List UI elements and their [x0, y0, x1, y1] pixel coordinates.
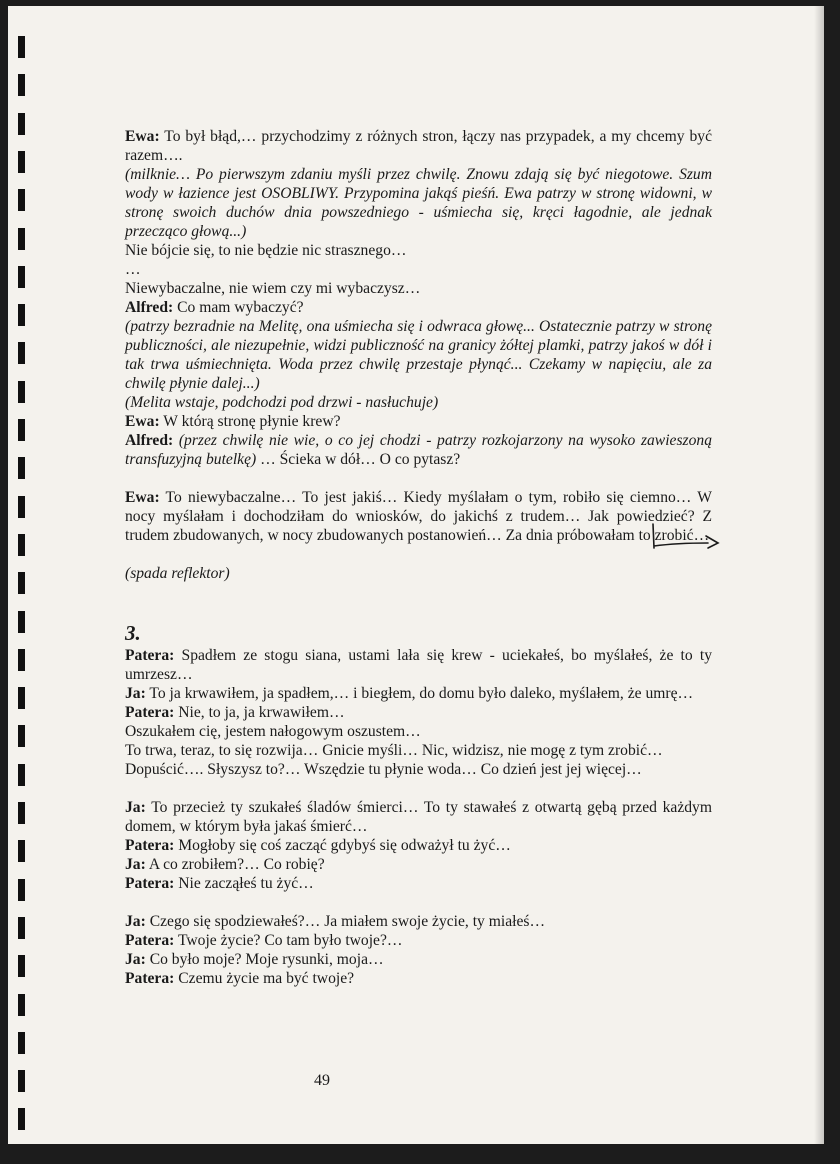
speaker-name: Ewa: — [125, 128, 160, 145]
dialogue-text: Co było moje? Moje rysunki, moja… — [145, 951, 384, 968]
speaker-name: Patera: — [125, 704, 175, 721]
binding-hole — [18, 534, 25, 556]
binding-hole — [18, 764, 25, 786]
speaker-name: Patera: — [125, 875, 175, 892]
dialogue-line — [125, 931, 712, 950]
binding-hole — [18, 802, 25, 824]
speaker-name: Alfred: — [125, 432, 174, 449]
dialogue-text: Czego się spodziewałeś?… Ja miałem swoje życie, ty miałeś… — [145, 913, 546, 930]
blank-line — [125, 893, 712, 912]
stage-direction: (patrzy bezradnie na Melitę, ona uśmiecha się i odwraca głowę... Ostatecznie patrzy w stronę publiczności, ale niezupełnie, widzi publiczność na granicy żółtej plamki, patrzy jakoś w dół i tak trwa uśmiechnięta. Woda przez chwilę przestaje płynąć... Czekamy w napięciu, ale za chwilę płynie dalej...) — [125, 318, 712, 392]
binding-hole — [18, 74, 25, 96]
speaker-name: Patera: — [125, 932, 175, 949]
scene-gap — [125, 583, 712, 621]
dialogue-text: Nie zacząłeś tu żyć… — [174, 875, 314, 892]
speaker-name: Patera: — [125, 970, 175, 987]
binding-hole — [18, 687, 25, 709]
binding-hole — [18, 457, 25, 479]
binding-hole — [18, 840, 25, 862]
dialogue-line — [125, 703, 712, 722]
dialogue-text: To trwa, teraz, to się rozwija… Gnicie myśli… Nic, widzisz, nie mogę z tym zrobić… — [125, 742, 663, 759]
binding-hole — [18, 879, 25, 901]
dialogue-text: Co mam wybaczyć? — [173, 299, 304, 316]
dialogue-text: … — [125, 261, 141, 278]
dialogue-line — [125, 431, 712, 469]
dialogue-line — [125, 874, 712, 893]
dialogue-line — [125, 836, 712, 855]
pen-mark-icon — [649, 522, 726, 552]
blank-line — [125, 469, 712, 488]
dialogue-line — [125, 760, 712, 779]
spiral-binding — [18, 36, 28, 1144]
dialogue-line — [125, 241, 712, 260]
speaker-name: Patera: — [125, 837, 175, 854]
binding-hole — [18, 725, 25, 747]
binding-hole — [18, 1070, 25, 1092]
dialogue-text: … Ścieka w dół… O co pytasz? — [256, 451, 461, 468]
binding-hole — [18, 611, 25, 633]
binding-hole — [18, 917, 25, 939]
dialogue-text: Czemu życie ma być twoje? — [174, 970, 355, 987]
speaker-name: Ja: — [125, 799, 146, 816]
speaker-name: Patera: — [125, 647, 175, 664]
dialogue-line — [125, 165, 712, 241]
speaker-name: Alfred: — [125, 299, 174, 316]
speaker-name: Ja: — [125, 951, 146, 968]
dialogue-line — [125, 279, 712, 298]
binding-hole — [18, 994, 25, 1016]
dialogue-text: Nie, to ja, ja krwawiłem… — [174, 704, 345, 721]
blank-line — [125, 779, 712, 798]
binding-hole — [18, 649, 25, 671]
stage-direction: (Melita wstaje, podchodzi pod drzwi - nasłuchuje) — [125, 394, 439, 411]
stage-direction: (milknie… Po pierwszym zdaniu myśli przez chwilę. Znowu zdają się być niegotowe. Szum wody w łazience jest OSOBLIWY. Przypomina jakąś pieśń. Ewa patrzy w stronę widowni, w stronę swoich duchów dnia powszedniego - uśmiecha się, kręci łagodnie, ale jednak przecząco głową...) — [125, 166, 712, 240]
dialogue-text: To ja krwawiłem, ja spadłem,… i biegłem, do domu było daleko, myślałem, że umrę… — [145, 685, 694, 702]
stage-direction: (spada reflektor) — [125, 565, 230, 582]
dialogue-line — [125, 855, 712, 874]
binding-hole — [18, 228, 25, 250]
dialogue-line — [125, 684, 712, 703]
page-number: 49 — [314, 1072, 330, 1089]
dialogue-text: To niewybaczalne… To jest jakiś… Kiedy myślałam o tym, robiło się ciemno… W nocy myślałam i dochodziłam do wniosków, do jakichś z trudem… Jak powiedzieć? Z trudem zbudowanych, w nocy zbudowanych postanowień… Za dnia próbowałam to — [125, 489, 712, 544]
dialogue-text: Twoje życie? Co tam było twoje?… — [174, 932, 403, 949]
binding-hole — [18, 381, 25, 403]
binding-hole — [18, 189, 25, 211]
binding-hole — [18, 572, 25, 594]
dialogue-line — [125, 912, 712, 931]
speaker-name: Ewa: — [125, 489, 160, 506]
dialogue-line — [125, 127, 712, 165]
dialogue-line — [125, 260, 712, 279]
dialogue-line — [125, 722, 712, 741]
binding-hole — [18, 342, 25, 364]
dialogue-text: Niewybaczalne, nie wiem czy mi wybaczysz… — [125, 280, 421, 297]
dialogue-line — [125, 741, 712, 760]
dialogue-line — [125, 393, 712, 412]
dialogue-text: Oszukałem cię, jestem nałogowym oszustem… — [125, 723, 421, 740]
dialogue-text: A co zrobiłem?… Co robię? — [145, 856, 325, 873]
binding-hole — [18, 955, 25, 977]
script-text — [125, 127, 712, 988]
dialogue-line — [125, 798, 712, 836]
dialogue-line — [125, 298, 712, 317]
dialogue-text: Dopuścić…. Słyszysz to?… Wszędzie tu płynie woda… Co dzień jest jej więcej… — [125, 761, 642, 778]
binding-hole — [18, 266, 25, 288]
binding-hole — [18, 1032, 25, 1054]
dialogue-text: Mogłoby się coś zacząć gdybyś się odważył tu żyć… — [174, 837, 511, 854]
dialogue-line — [125, 317, 712, 393]
binding-hole — [18, 36, 25, 58]
dialogue-line — [125, 646, 712, 684]
binding-hole — [18, 151, 25, 173]
dialogue-text: W którą stronę płynie krew? — [159, 413, 341, 430]
page-edge-shadow — [814, 6, 824, 1144]
dialogue-text: To był błąd,… przychodzimy z różnych stron, łączy nas przypadek, a my chcemy być razem…. — [125, 128, 712, 164]
speaker-name: Ja: — [125, 856, 146, 873]
dialogue-line — [125, 488, 712, 545]
stage-direction: (przez chwilę nie wie, o co jej chodzi - patrzy rozkojarzony na wysoko zawieszoną transfuzyjną butelkę) — [125, 432, 712, 468]
binding-hole — [18, 113, 25, 135]
dialogue-text: Nie bójcie się, to nie będzie nic strasznego… — [125, 242, 407, 259]
binding-hole — [18, 419, 25, 441]
dialogue-text: To przecież ty szukałeś śladów śmierci… To ty stawałeś z otwartą gębą przed każdym domem, w którym była jakaś śmierć… — [125, 799, 712, 835]
speaker-name: Ewa: — [125, 413, 160, 430]
dialogue-line — [125, 412, 712, 431]
dialogue-line — [125, 969, 712, 988]
blank-line — [125, 545, 712, 564]
scene-number: 3. — [125, 621, 141, 645]
document-page — [8, 6, 824, 1144]
speaker-name: Ja: — [125, 913, 146, 930]
binding-hole — [18, 304, 25, 326]
dialogue-line — [125, 564, 712, 583]
dialogue-text: Spadłem ze stogu siana, ustami lała się krew - uciekałeś, bo myślałeś, że to ty umrzesz… — [125, 647, 712, 683]
dialogue-line — [125, 950, 712, 969]
binding-hole — [18, 496, 25, 518]
speaker-name: Ja: — [125, 685, 146, 702]
handwritten-marked-word: zrobić… — [655, 526, 710, 545]
binding-hole — [18, 1108, 25, 1130]
